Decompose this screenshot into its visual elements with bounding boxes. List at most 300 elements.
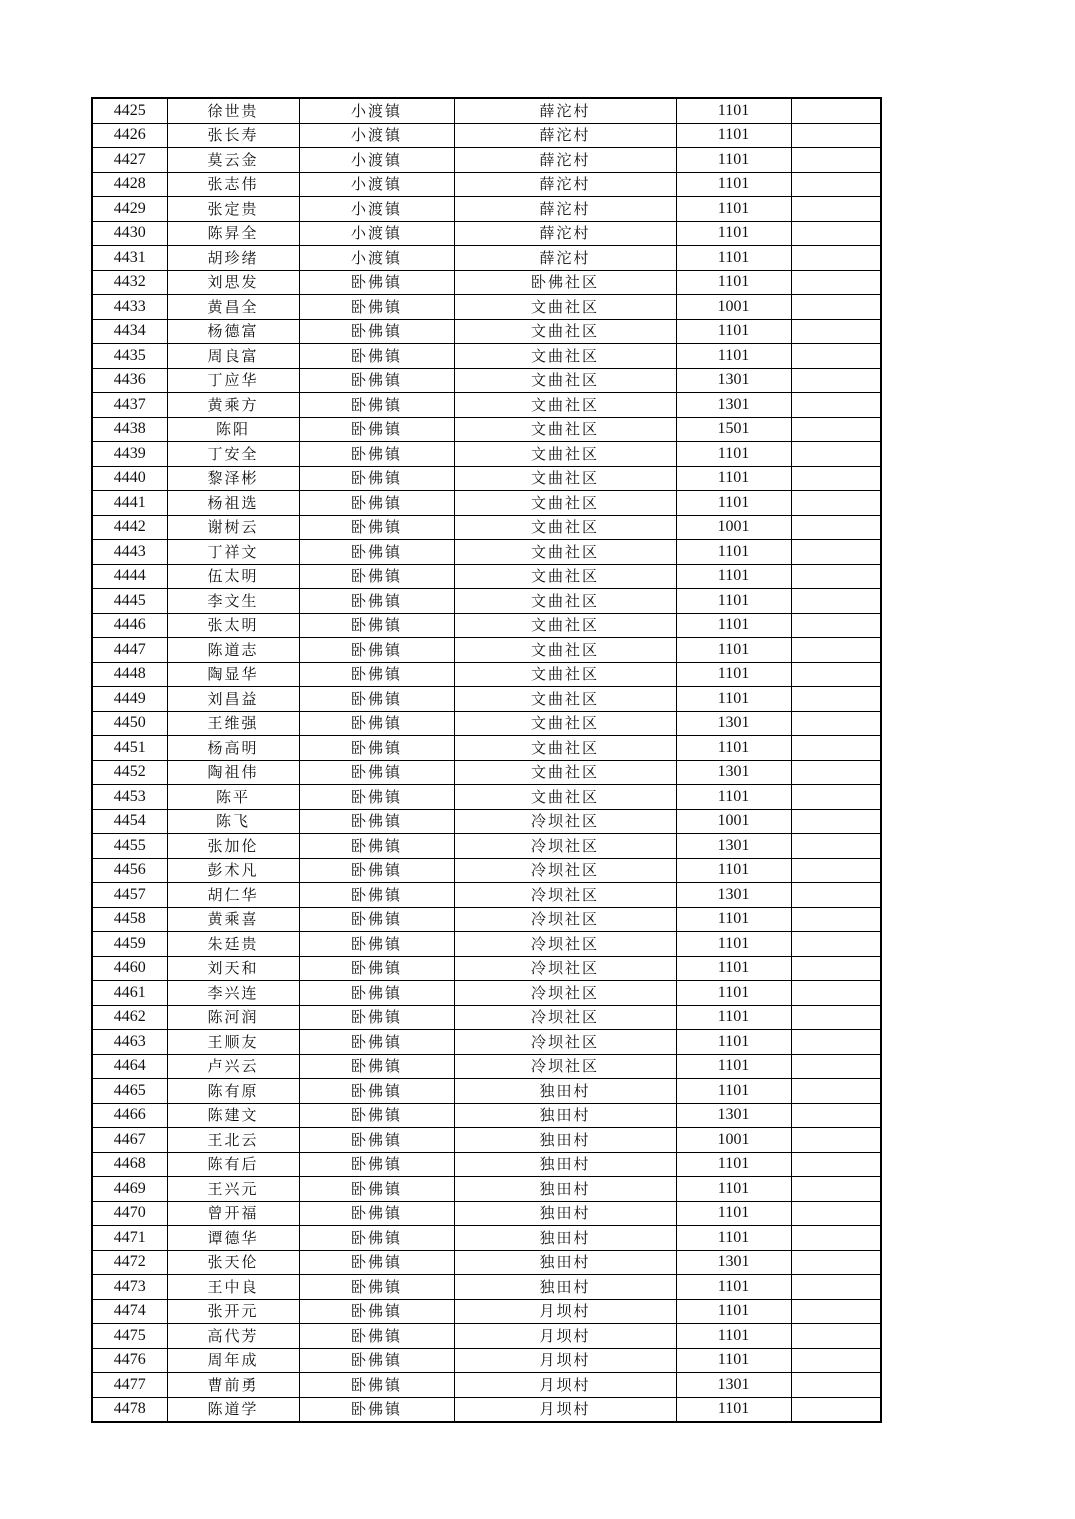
serial-number-cell: 4433 <box>92 295 167 320</box>
town-cell: 卧佛镇 <box>299 1397 454 1422</box>
table-row <box>92 809 881 834</box>
code-cell: 1301 <box>676 883 791 908</box>
name-cell: 杨高明 <box>167 736 299 761</box>
remark-cell <box>791 1030 881 1055</box>
name-cell: 王中良 <box>167 1275 299 1300</box>
table-row <box>92 1201 881 1226</box>
town-cell: 卧佛镇 <box>299 540 454 565</box>
remark-cell <box>791 1348 881 1373</box>
town-cell: 卧佛镇 <box>299 589 454 614</box>
village-cell: 冷坝社区 <box>454 883 676 908</box>
table-row <box>92 981 881 1006</box>
village-cell: 薛沱村 <box>454 246 676 271</box>
table-row <box>92 197 881 222</box>
town-cell: 小渡镇 <box>299 123 454 148</box>
remark-cell <box>791 1005 881 1030</box>
town-cell: 小渡镇 <box>299 172 454 197</box>
code-cell: 1101 <box>676 466 791 491</box>
table-row <box>92 1250 881 1275</box>
code-cell: 1101 <box>676 1275 791 1300</box>
town-cell: 卧佛镇 <box>299 834 454 859</box>
table-row <box>92 1030 881 1055</box>
town-cell: 卧佛镇 <box>299 932 454 957</box>
town-cell: 卧佛镇 <box>299 1226 454 1251</box>
village-cell: 冷坝社区 <box>454 1054 676 1079</box>
table-row <box>92 295 881 320</box>
table-row <box>92 515 881 540</box>
remark-cell <box>791 760 881 785</box>
table-row <box>92 932 881 957</box>
code-cell: 1101 <box>676 1030 791 1055</box>
village-cell: 文曲社区 <box>454 319 676 344</box>
town-cell: 卧佛镇 <box>299 1079 454 1104</box>
serial-number-cell: 4472 <box>92 1250 167 1275</box>
name-cell: 黎泽彬 <box>167 466 299 491</box>
name-cell: 丁祥文 <box>167 540 299 565</box>
name-cell: 周良富 <box>167 344 299 369</box>
table-row <box>92 344 881 369</box>
serial-number-cell: 4468 <box>92 1152 167 1177</box>
code-cell: 1101 <box>676 540 791 565</box>
name-cell: 陈道学 <box>167 1397 299 1422</box>
village-cell: 冷坝社区 <box>454 858 676 883</box>
name-cell: 陈河润 <box>167 1005 299 1030</box>
code-cell: 1001 <box>676 809 791 834</box>
name-cell: 曾开福 <box>167 1201 299 1226</box>
remark-cell <box>791 662 881 687</box>
table-row <box>92 1275 881 1300</box>
code-cell: 1101 <box>676 638 791 663</box>
town-cell: 小渡镇 <box>299 197 454 222</box>
village-cell: 文曲社区 <box>454 540 676 565</box>
code-cell: 1101 <box>676 907 791 932</box>
table-row <box>92 589 881 614</box>
code-cell: 1101 <box>676 564 791 589</box>
serial-number-cell: 4450 <box>92 711 167 736</box>
village-cell: 文曲社区 <box>454 466 676 491</box>
name-cell: 杨德富 <box>167 319 299 344</box>
serial-number-cell: 4427 <box>92 148 167 173</box>
name-cell: 陈昇全 <box>167 221 299 246</box>
town-cell: 卧佛镇 <box>299 687 454 712</box>
serial-number-cell: 4426 <box>92 123 167 148</box>
table-row <box>92 123 881 148</box>
village-cell: 薛沱村 <box>454 123 676 148</box>
name-cell: 丁应华 <box>167 368 299 393</box>
name-cell: 张太明 <box>167 613 299 638</box>
name-cell: 刘天和 <box>167 956 299 981</box>
town-cell: 卧佛镇 <box>299 711 454 736</box>
town-cell: 卧佛镇 <box>299 1005 454 1030</box>
remark-cell <box>791 1177 881 1202</box>
name-cell: 高代芳 <box>167 1324 299 1349</box>
village-cell: 文曲社区 <box>454 564 676 589</box>
name-cell: 卢兴云 <box>167 1054 299 1079</box>
serial-number-cell: 4452 <box>92 760 167 785</box>
village-cell: 冷坝社区 <box>454 956 676 981</box>
remark-cell <box>791 221 881 246</box>
town-cell: 小渡镇 <box>299 246 454 271</box>
remark-cell <box>791 1299 881 1324</box>
serial-number-cell: 4444 <box>92 564 167 589</box>
code-cell: 1101 <box>676 1348 791 1373</box>
village-cell: 文曲社区 <box>454 515 676 540</box>
table-row <box>92 1397 881 1422</box>
town-cell: 卧佛镇 <box>299 442 454 467</box>
name-cell: 刘思发 <box>167 270 299 295</box>
table-row <box>92 148 881 173</box>
code-cell: 1001 <box>676 515 791 540</box>
code-cell: 1101 <box>676 613 791 638</box>
village-cell: 独田村 <box>454 1201 676 1226</box>
remark-cell <box>791 613 881 638</box>
code-cell: 1101 <box>676 1397 791 1422</box>
village-cell: 独田村 <box>454 1103 676 1128</box>
table-row <box>92 1226 881 1251</box>
remark-cell <box>791 148 881 173</box>
code-cell: 1301 <box>676 711 791 736</box>
remark-cell <box>791 981 881 1006</box>
town-cell: 卧佛镇 <box>299 393 454 418</box>
remark-cell <box>791 736 881 761</box>
serial-number-cell: 4477 <box>92 1373 167 1398</box>
village-cell: 薛沱村 <box>454 197 676 222</box>
remark-cell <box>791 858 881 883</box>
remark-cell <box>791 1201 881 1226</box>
code-cell: 1301 <box>676 393 791 418</box>
code-cell: 1301 <box>676 834 791 859</box>
table-row <box>92 1373 881 1398</box>
name-cell: 朱廷贵 <box>167 932 299 957</box>
table-row <box>92 246 881 271</box>
code-cell: 1101 <box>676 98 791 123</box>
serial-number-cell: 4441 <box>92 491 167 516</box>
village-cell: 冷坝社区 <box>454 809 676 834</box>
town-cell: 卧佛镇 <box>299 417 454 442</box>
serial-number-cell: 4436 <box>92 368 167 393</box>
table-row <box>92 638 881 663</box>
table-row <box>92 1177 881 1202</box>
remark-cell <box>791 1275 881 1300</box>
code-cell: 1101 <box>676 1299 791 1324</box>
serial-number-cell: 4448 <box>92 662 167 687</box>
village-cell: 冷坝社区 <box>454 981 676 1006</box>
code-cell: 1101 <box>676 1226 791 1251</box>
remark-cell <box>791 466 881 491</box>
name-cell: 周年成 <box>167 1348 299 1373</box>
serial-number-cell: 4476 <box>92 1348 167 1373</box>
town-cell: 小渡镇 <box>299 98 454 123</box>
code-cell: 1101 <box>676 858 791 883</box>
town-cell: 卧佛镇 <box>299 809 454 834</box>
serial-number-cell: 4431 <box>92 246 167 271</box>
town-cell: 卧佛镇 <box>299 1348 454 1373</box>
serial-number-cell: 4451 <box>92 736 167 761</box>
town-cell: 卧佛镇 <box>299 1128 454 1153</box>
code-cell: 1101 <box>676 589 791 614</box>
village-cell: 文曲社区 <box>454 711 676 736</box>
serial-number-cell: 4440 <box>92 466 167 491</box>
serial-number-cell: 4449 <box>92 687 167 712</box>
town-cell: 卧佛镇 <box>299 319 454 344</box>
code-cell: 1101 <box>676 736 791 761</box>
remark-cell <box>791 246 881 271</box>
town-cell: 卧佛镇 <box>299 785 454 810</box>
name-cell: 张天伦 <box>167 1250 299 1275</box>
table-row <box>92 858 881 883</box>
village-cell: 文曲社区 <box>454 344 676 369</box>
code-cell: 1101 <box>676 221 791 246</box>
serial-number-cell: 4473 <box>92 1275 167 1300</box>
code-cell: 1301 <box>676 1250 791 1275</box>
serial-number-cell: 4447 <box>92 638 167 663</box>
name-cell: 李文生 <box>167 589 299 614</box>
code-cell: 1101 <box>676 932 791 957</box>
village-cell: 文曲社区 <box>454 491 676 516</box>
town-cell: 卧佛镇 <box>299 564 454 589</box>
serial-number-cell: 4443 <box>92 540 167 565</box>
village-cell: 薛沱村 <box>454 148 676 173</box>
remark-cell <box>791 1152 881 1177</box>
table-row <box>92 1299 881 1324</box>
remark-cell <box>791 1128 881 1153</box>
village-cell: 文曲社区 <box>454 760 676 785</box>
village-cell: 冷坝社区 <box>454 1030 676 1055</box>
town-cell: 卧佛镇 <box>299 907 454 932</box>
name-cell: 黄乘方 <box>167 393 299 418</box>
remark-cell <box>791 1226 881 1251</box>
serial-number-cell: 4464 <box>92 1054 167 1079</box>
code-cell: 1301 <box>676 368 791 393</box>
table-row <box>92 393 881 418</box>
table-row <box>92 1128 881 1153</box>
village-cell: 月坝村 <box>454 1397 676 1422</box>
village-cell: 独田村 <box>454 1177 676 1202</box>
town-cell: 卧佛镇 <box>299 1373 454 1398</box>
town-cell: 卧佛镇 <box>299 515 454 540</box>
remark-cell <box>791 98 881 123</box>
code-cell: 1101 <box>676 148 791 173</box>
name-cell: 黄昌全 <box>167 295 299 320</box>
remark-cell <box>791 834 881 859</box>
table-row <box>92 417 881 442</box>
town-cell: 卧佛镇 <box>299 1299 454 1324</box>
serial-number-cell: 4432 <box>92 270 167 295</box>
village-cell: 文曲社区 <box>454 736 676 761</box>
serial-number-cell: 4456 <box>92 858 167 883</box>
serial-number-cell: 4463 <box>92 1030 167 1055</box>
village-cell: 文曲社区 <box>454 638 676 663</box>
table-row <box>92 270 881 295</box>
village-cell: 独田村 <box>454 1226 676 1251</box>
remark-cell <box>791 540 881 565</box>
serial-number-cell: 4442 <box>92 515 167 540</box>
table-row <box>92 491 881 516</box>
name-cell: 胡珍绪 <box>167 246 299 271</box>
name-cell: 陈有后 <box>167 1152 299 1177</box>
name-cell: 陶祖伟 <box>167 760 299 785</box>
town-cell: 卧佛镇 <box>299 491 454 516</box>
name-cell: 陈建文 <box>167 1103 299 1128</box>
town-cell: 卧佛镇 <box>299 760 454 785</box>
remark-cell <box>791 295 881 320</box>
code-cell: 1001 <box>676 295 791 320</box>
remark-cell <box>791 344 881 369</box>
serial-number-cell: 4453 <box>92 785 167 810</box>
remark-cell <box>791 932 881 957</box>
remark-cell <box>791 1103 881 1128</box>
town-cell: 卧佛镇 <box>299 368 454 393</box>
village-cell: 独田村 <box>454 1128 676 1153</box>
remark-cell <box>791 956 881 981</box>
village-cell: 独田村 <box>454 1250 676 1275</box>
serial-number-cell: 4459 <box>92 932 167 957</box>
town-cell: 卧佛镇 <box>299 1030 454 1055</box>
name-cell: 陈阳 <box>167 417 299 442</box>
serial-number-cell: 4439 <box>92 442 167 467</box>
village-cell: 独田村 <box>454 1152 676 1177</box>
remark-cell <box>791 907 881 932</box>
table-row <box>92 662 881 687</box>
table-row <box>92 172 881 197</box>
village-cell: 冷坝社区 <box>454 932 676 957</box>
name-cell: 莫云金 <box>167 148 299 173</box>
name-cell: 徐世贵 <box>167 98 299 123</box>
serial-number-cell: 4446 <box>92 613 167 638</box>
serial-number-cell: 4461 <box>92 981 167 1006</box>
code-cell: 1101 <box>676 1324 791 1349</box>
table-row <box>92 834 881 859</box>
town-cell: 卧佛镇 <box>299 981 454 1006</box>
town-cell: 小渡镇 <box>299 221 454 246</box>
code-cell: 1301 <box>676 760 791 785</box>
remark-cell <box>791 515 881 540</box>
table-row <box>92 711 881 736</box>
remark-cell <box>791 442 881 467</box>
remark-cell <box>791 319 881 344</box>
town-cell: 卧佛镇 <box>299 1275 454 1300</box>
town-cell: 卧佛镇 <box>299 1103 454 1128</box>
table-row <box>92 442 881 467</box>
table-row <box>92 687 881 712</box>
town-cell: 卧佛镇 <box>299 1250 454 1275</box>
remark-cell <box>791 1397 881 1422</box>
table-row <box>92 1324 881 1349</box>
remark-cell <box>791 564 881 589</box>
village-cell: 文曲社区 <box>454 442 676 467</box>
name-cell: 王兴元 <box>167 1177 299 1202</box>
remark-cell <box>791 687 881 712</box>
town-cell: 卧佛镇 <box>299 613 454 638</box>
code-cell: 1101 <box>676 956 791 981</box>
code-cell: 1101 <box>676 981 791 1006</box>
village-cell: 文曲社区 <box>454 613 676 638</box>
village-cell: 卧佛社区 <box>454 270 676 295</box>
serial-number-cell: 4429 <box>92 197 167 222</box>
code-cell: 1301 <box>676 1103 791 1128</box>
code-cell: 1101 <box>676 1079 791 1104</box>
remark-cell <box>791 785 881 810</box>
code-cell: 1101 <box>676 1177 791 1202</box>
village-cell: 文曲社区 <box>454 662 676 687</box>
village-cell: 文曲社区 <box>454 417 676 442</box>
town-cell: 卧佛镇 <box>299 295 454 320</box>
name-cell: 张长寿 <box>167 123 299 148</box>
serial-number-cell: 4455 <box>92 834 167 859</box>
town-cell: 卧佛镇 <box>299 1152 454 1177</box>
code-cell: 1101 <box>676 785 791 810</box>
table-row <box>92 785 881 810</box>
remark-cell <box>791 417 881 442</box>
village-cell: 文曲社区 <box>454 393 676 418</box>
table-row <box>92 1054 881 1079</box>
name-cell: 谢树云 <box>167 515 299 540</box>
village-cell: 文曲社区 <box>454 687 676 712</box>
town-cell: 卧佛镇 <box>299 1054 454 1079</box>
village-cell: 文曲社区 <box>454 295 676 320</box>
table-row <box>92 956 881 981</box>
serial-number-cell: 4462 <box>92 1005 167 1030</box>
code-cell: 1101 <box>676 270 791 295</box>
code-cell: 1101 <box>676 172 791 197</box>
code-cell: 1101 <box>676 344 791 369</box>
town-cell: 卧佛镇 <box>299 1324 454 1349</box>
table-row <box>92 1152 881 1177</box>
name-cell: 谭德华 <box>167 1226 299 1251</box>
village-cell: 月坝村 <box>454 1348 676 1373</box>
name-cell: 陈道志 <box>167 638 299 663</box>
code-cell: 1101 <box>676 442 791 467</box>
town-cell: 卧佛镇 <box>299 883 454 908</box>
remark-cell <box>791 1250 881 1275</box>
village-cell: 月坝村 <box>454 1299 676 1324</box>
serial-number-cell: 4457 <box>92 883 167 908</box>
code-cell: 1101 <box>676 197 791 222</box>
serial-number-cell: 4469 <box>92 1177 167 1202</box>
name-cell: 李兴连 <box>167 981 299 1006</box>
town-cell: 卧佛镇 <box>299 858 454 883</box>
remark-cell <box>791 393 881 418</box>
table-row <box>92 98 881 123</box>
remark-cell <box>791 197 881 222</box>
village-cell: 文曲社区 <box>454 589 676 614</box>
village-cell: 月坝村 <box>454 1373 676 1398</box>
remark-cell <box>791 491 881 516</box>
name-cell: 刘昌益 <box>167 687 299 712</box>
village-cell: 月坝村 <box>454 1324 676 1349</box>
name-cell: 王顺友 <box>167 1030 299 1055</box>
code-cell: 1101 <box>676 687 791 712</box>
name-cell: 陶显华 <box>167 662 299 687</box>
remark-cell <box>791 172 881 197</box>
serial-number-cell: 4460 <box>92 956 167 981</box>
code-cell: 1101 <box>676 319 791 344</box>
name-cell: 彭术凡 <box>167 858 299 883</box>
serial-number-cell: 4435 <box>92 344 167 369</box>
table-row <box>92 466 881 491</box>
name-cell: 张加伦 <box>167 834 299 859</box>
table-row <box>92 540 881 565</box>
village-cell: 冷坝社区 <box>454 834 676 859</box>
table-row <box>92 760 881 785</box>
town-cell: 卧佛镇 <box>299 270 454 295</box>
serial-number-cell: 4466 <box>92 1103 167 1128</box>
remark-cell <box>791 1324 881 1349</box>
village-cell: 薛沱村 <box>454 98 676 123</box>
name-cell: 张志伟 <box>167 172 299 197</box>
name-cell: 黄乘喜 <box>167 907 299 932</box>
serial-number-cell: 4430 <box>92 221 167 246</box>
